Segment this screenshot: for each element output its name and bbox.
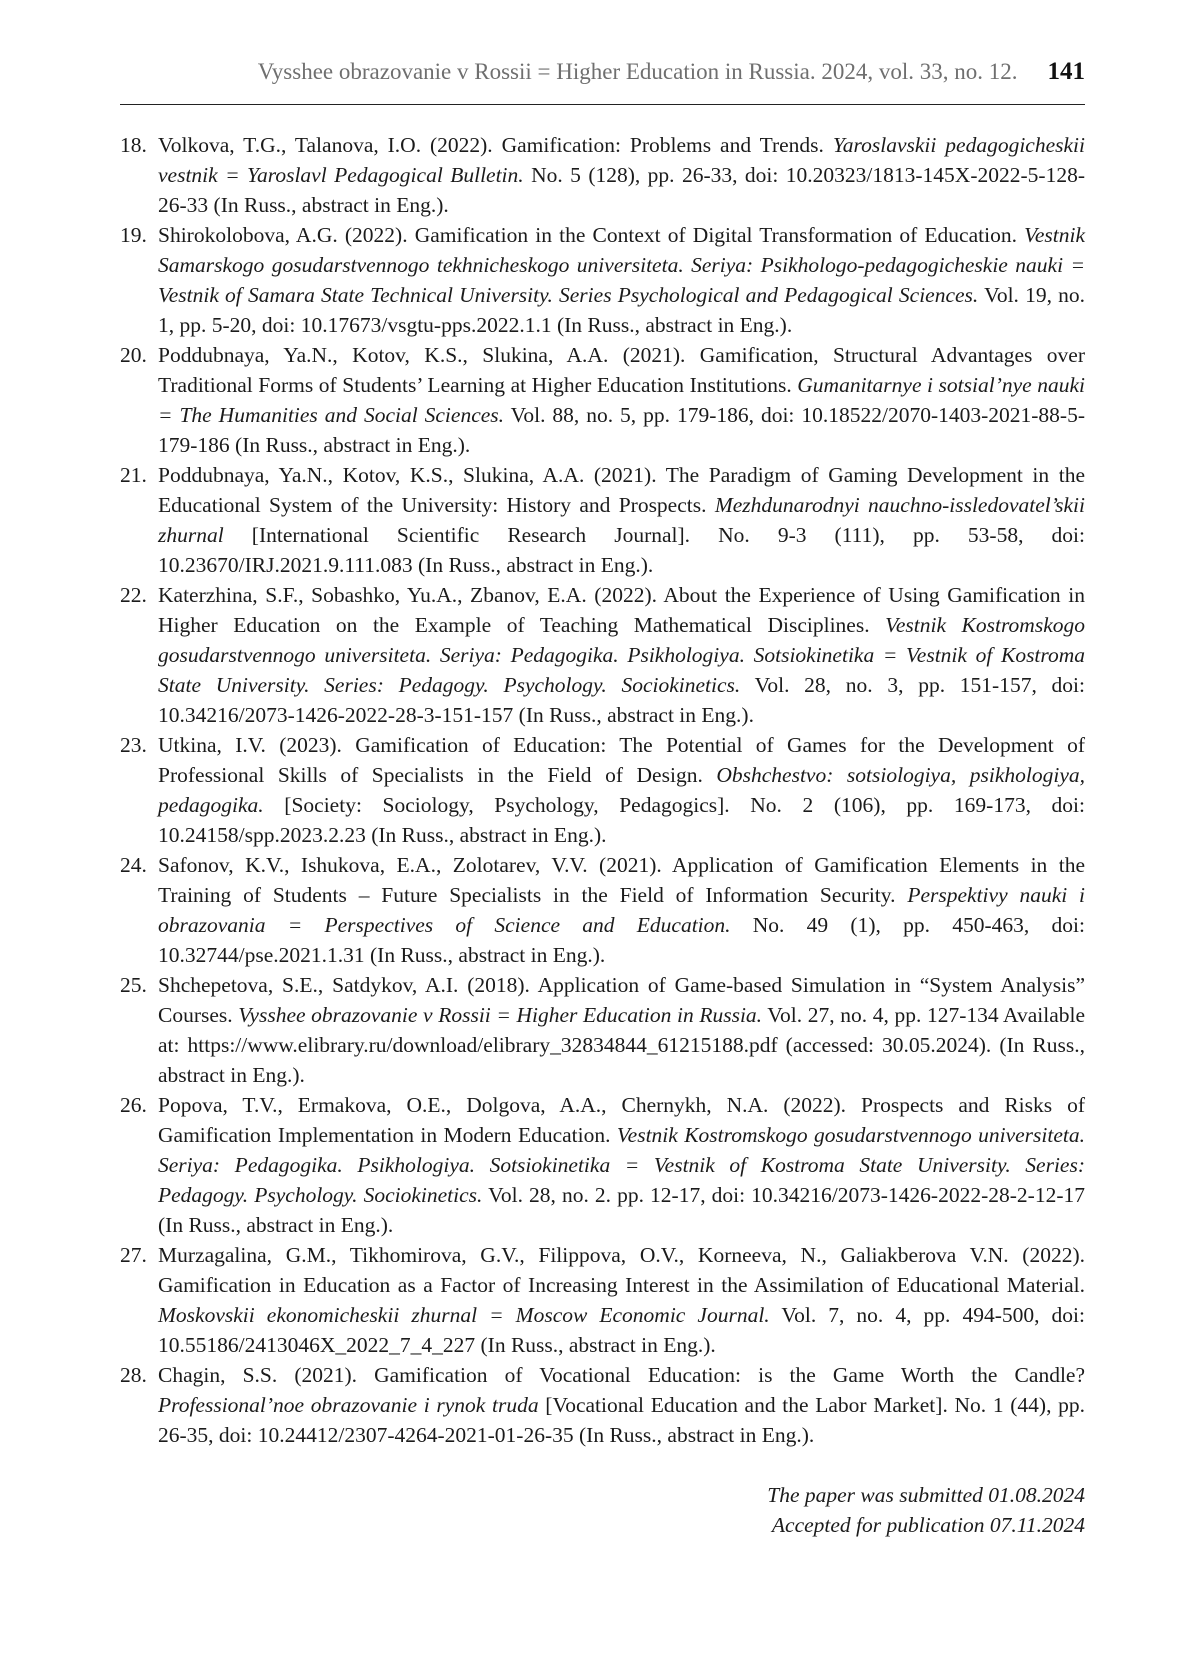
page-number: 141 [1047, 58, 1085, 85]
reference-details: Vol. 27, no. 4, pp. 127-134 Available at: https://www.elibrary.ru/download/elibrary_32834844_61215188.pdf (accessed: 30.05.2024). (In Russ., abstract in Eng.). [158, 1003, 1086, 1087]
reference-number: 18. [120, 133, 147, 157]
running-header [120, 58, 1085, 104]
accepted-date: Accepted for publication 07.11.2024 [771, 1513, 1085, 1537]
reference-number: 25. [120, 973, 147, 997]
reference-item [120, 580, 1085, 730]
reference-number: 27. [120, 1243, 147, 1267]
reference-source: Obshchestvo: sotsiologiya, psikhologiya, pedagogika. [158, 763, 1085, 817]
reference-item [120, 1360, 1085, 1450]
reference-item [120, 850, 1085, 970]
reference-item [120, 1090, 1085, 1240]
reference-details: [International Scientific Research Journal]. No. 9-3 (111), pp. 53-58, doi: 10.23670/IRJ.2021.9.111.083 (In Russ., abstract in Eng.). [158, 523, 1085, 577]
reference-number: 26. [120, 1093, 147, 1117]
reference-details: Vol. 88, no. 5, pp. 179-186, doi: 10.18522/2070-1403-2021-88-5-179-186 (In Russ., abstract in Eng.). [158, 403, 1085, 457]
reference-number: 22. [120, 583, 147, 607]
reference-source: Gumanitarnye i sotsial’nye nauki = The Humanities and Social Sciences. [158, 373, 1086, 427]
reference-authors: Katerzhina, S.F., Sobashko, Yu.A., Zbanov, E.A. (2022). About the Experience of Using Gamification in Higher Education on the Example of Teaching Mathematical Disciplines. [158, 583, 1085, 637]
reference-authors: Volkova, T.G., Talanova, I.O. (2022). Gamification: Problems and Trends. [158, 133, 833, 157]
reference-number: 23. [120, 733, 147, 757]
reference-authors: Chagin, S.S. (2021). Gamification of Vocational Education: is the Game Worth the Candle? [158, 1363, 1085, 1387]
reference-authors: Shirokolobova, A.G. (2022). Gamification in the Context of Digital Transformation of Education. [158, 223, 1025, 247]
journal-citation: Vysshee obrazovanie v Rossii = Higher Education in Russia. 2024, vol. 33, no. 12. [257, 59, 1018, 84]
reference-source: Vysshee obrazovanie v Rossii = Higher Education in Russia. [238, 1003, 763, 1027]
reference-item [120, 130, 1085, 220]
reference-authors: Popova, T.V., Ermakova, O.E., Dolgova, A.A., Chernykh, N.A. (2022). Prospects and Risks of Gamification Implementation in Modern Education. [158, 1093, 1085, 1147]
reference-authors: Shchepetova, S.E., Satdykov, A.I. (2018). Application of Game-based Simulation in “System Analysis” Courses. [158, 973, 1085, 1027]
reference-details: [Vocational Education and the Labor Market]. No. 1 (44), pp. 26-35, doi: 10.24412/2307-4264-2021-01-26-35 (In Russ., abstract in Eng.). [158, 1393, 1085, 1447]
reference-source: Vestnik Kostromskogo gosudarstvennogo universiteta. Seriya: Pedagogika. Psikhologiya. Sotsiokinetika = Vestnik of Kostroma State University. Series: Pedagogy. Psychology. Sociokinetics. [158, 613, 1085, 697]
reference-details: Vol. 28, no. 3, pp. 151-157, doi: 10.34216/2073-1426-2022-28-3-151-157 (In Russ., abstract in Eng.). [158, 673, 1085, 727]
reference-authors: Safonov, K.V., Ishukova, E.A., Zolotarev, V.V. (2021). Application of Gamification Elements in the Training of Students – Future Specialists in the Field of Information Security. [158, 853, 1085, 907]
reference-authors: Utkina, I.V. (2023). Gamification of Education: The Potential of Games for the Development of Professional Skills of Specialists in the Field of Design. [158, 733, 1085, 787]
reference-number: 21. [120, 463, 147, 487]
submission-info [120, 1480, 1085, 1540]
reference-source: Perspektivy nauki i obrazovania = Perspectives of Science and Education. [158, 883, 1085, 937]
reference-authors: Murzagalina, G.M., Tikhomirova, G.V., Filippova, O.V., Korneeva, N., Galiakberova V.N. (2022). Gamification in Education as a Factor of Increasing Interest in the Assimilation of Educational Material. [158, 1243, 1085, 1297]
reference-details: Vol. 28, no. 2. pp. 12-17, doi: 10.34216/2073-1426-2022-28-2-12-17 (In Russ., abstract in Eng.). [158, 1183, 1085, 1237]
reference-number: 28. [120, 1363, 147, 1387]
reference-source: Professional’noe obrazovanie i rynok truda [158, 1393, 539, 1417]
reference-source: Yaroslavskii pedagogicheskii vestnik = Yaroslavl Pedagogical Bulletin. [158, 133, 1085, 187]
reference-details: Vol. 19, no. 1, pp. 5-20, doi: 10.17673/vsgtu-pps.2022.1.1 (In Russ., abstract in Eng.). [158, 283, 1085, 337]
reference-details: No. 49 (1), pp. 450-463, doi: 10.32744/pse.2021.1.31 (In Russ., abstract in Eng.). [158, 913, 1085, 967]
reference-item [120, 340, 1085, 460]
reference-details: No. 5 (128), pp. 26-33, doi: 10.20323/1813-145X-2022-5-128-26-33 (In Russ., abstract in Eng.). [158, 163, 1085, 217]
reference-number: 20. [120, 343, 147, 367]
reference-source: Vestnik Kostromskogo gosudarstvennogo universiteta. Seriya: Pedagogika. Psikhologiya. Sotsiokinetika = Vestnik of Kostroma State University. Series: Pedagogy. Psychology. Sociokinetics. [158, 1123, 1085, 1207]
reference-number: 19. [120, 223, 147, 247]
reference-item [120, 220, 1085, 340]
reference-details: Vol. 7, no. 4, pp. 494-500, doi: 10.55186/2413046X_2022_7_4_227 (In Russ., abstract in Eng.). [158, 1303, 1085, 1357]
submitted-date: The paper was submitted 01.08.2024 [767, 1483, 1085, 1507]
reference-source: Mezhdunarodnyi nauchno-issledovatel’skii zhurnal [158, 493, 1085, 547]
reference-authors: Poddubnaya, Ya.N., Kotov, K.S., Slukina, A.A. (2021). The Paradigm of Gaming Development in the Educational System of the University: History and Prospects. [158, 463, 1085, 517]
reference-authors: Poddubnaya, Ya.N., Kotov, K.S., Slukina, A.A. (2021). Gamification, Structural Advantages over Traditional Forms of Students’ Learning at Higher Education Institutions. [158, 343, 1085, 397]
reference-item [120, 460, 1085, 580]
reference-item [120, 970, 1085, 1090]
reference-list [120, 130, 1085, 1450]
reference-details: [Society: Sociology, Psychology, Pedagogics]. No. 2 (106), pp. 169-173, doi: 10.24158/spp.2023.2.23 (In Russ., abstract in Eng.). [158, 793, 1085, 847]
reference-item [120, 1240, 1085, 1360]
reference-number: 24. [120, 853, 147, 877]
header-rule [120, 104, 1085, 105]
reference-source: Vestnik Samarskogo gosudarstvennogo tekhnicheskogo universiteta. Seriya: Psikhologo-pedagogicheskie nauki = Vestnik of Samara State Technical University. Series Psychological and Pedagogical Sciences. [158, 223, 1085, 307]
reference-source: Moskovskii ekonomicheskii zhurnal = Moscow Economic Journal. [158, 1303, 770, 1327]
reference-item [120, 730, 1085, 850]
